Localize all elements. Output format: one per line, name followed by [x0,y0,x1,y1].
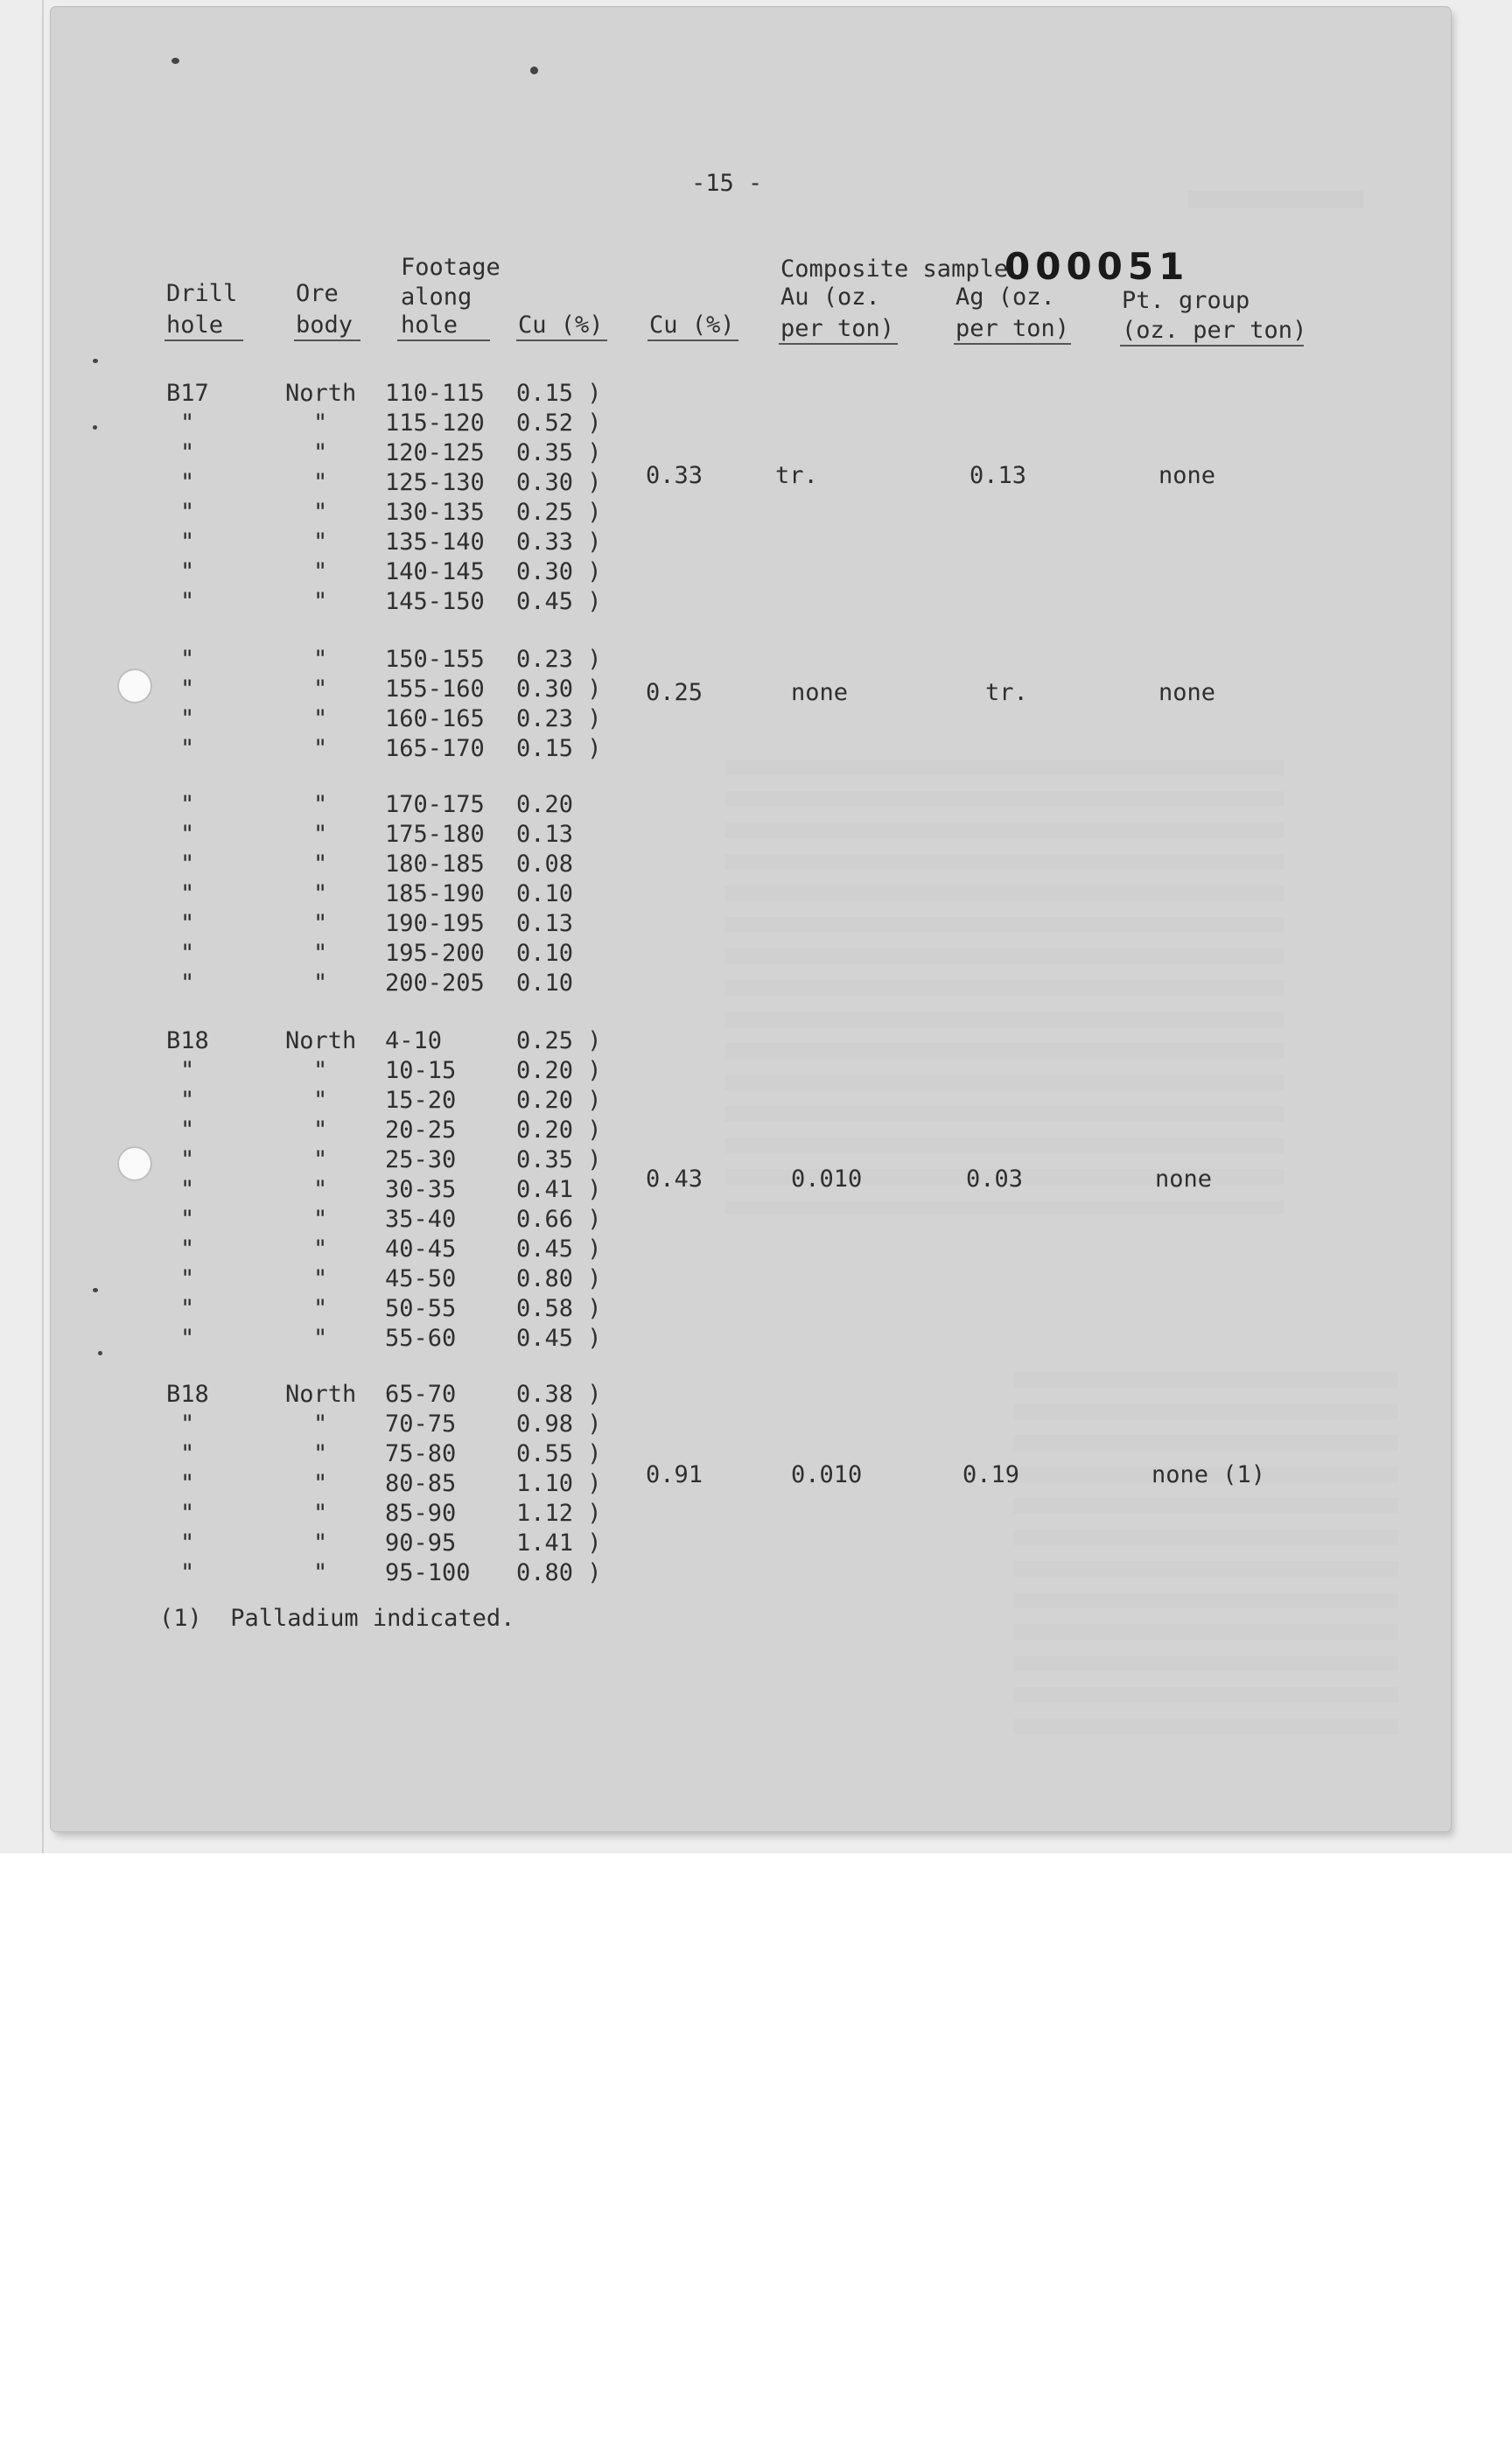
cu-percent-cell: 0.08 [516,850,574,878]
ore-body-cell: " [313,1206,328,1233]
header-ore-line2: body [296,312,354,339]
footage-cell: 200-205 [385,970,485,997]
cu-percent-cell: 0.20 ) [516,1116,602,1144]
footage-cell: 150-155 [385,646,485,673]
scan-speck [98,1351,102,1355]
cu-percent-cell: 0.10 [516,970,574,997]
header-drill-line1: Drill [166,280,238,307]
header-cu: Cu (%) [518,312,604,339]
footage-cell: 90-95 [385,1530,457,1557]
drill-hole-cell: " [180,676,195,703]
cu-percent-cell: 0.45 ) [516,1325,602,1352]
ore-body-cell: " [313,850,328,878]
cu-percent-cell: 0.23 ) [516,646,602,673]
footage-cell: 35-40 [385,1206,457,1233]
binder-hole [117,668,152,704]
cu-percent-cell: 0.45 ) [516,588,602,615]
composite-pt-cell: none [1158,679,1216,706]
footage-cell: 15-20 [385,1087,457,1114]
footage-cell: 50-55 [385,1295,457,1322]
drill-hole-cell: " [180,1500,195,1527]
cu-percent-cell: 0.30 ) [516,558,602,585]
drill-hole-cell: " [180,821,195,848]
footage-cell: 20-25 [385,1116,457,1144]
header-footage-line1: Footage [401,254,500,281]
drill-hole-cell: B18 [166,1027,209,1054]
ore-body-cell: " [313,910,328,937]
ore-body-cell: " [313,1410,328,1438]
header-ag-line2: per ton) [956,315,1070,342]
drill-hole-cell: " [180,499,195,526]
composite-au-cell: 0.010 [791,1461,863,1488]
header-au-line2: per ton) [780,315,895,342]
header-underline [294,340,360,341]
cu-percent-cell: 0.20 ) [516,1087,602,1114]
cu-percent-cell: 0.58 ) [516,1295,602,1322]
composite-ag-cell: tr. [985,679,1028,706]
ore-body-cell: " [313,1470,328,1497]
drill-hole-cell: " [180,1410,195,1438]
scan-speck [93,1288,98,1292]
drill-hole-cell: " [180,940,195,967]
footage-cell: 80-85 [385,1470,457,1497]
drill-hole-cell: " [180,528,195,556]
cu-percent-cell: 1.12 ) [516,1500,602,1527]
scan-speck [172,58,179,64]
header-pt-line1: Pt. group [1122,287,1250,314]
cu-percent-cell: 0.15 ) [516,735,602,762]
drill-hole-cell: " [180,1325,195,1352]
bleed-through-block [724,760,1284,1214]
ore-body-cell: " [313,1325,328,1352]
bleed-through-block [1013,1372,1398,1740]
footage-cell: 120-125 [385,439,485,466]
header-drill-line2: hole [166,312,224,339]
footage-cell: 160-165 [385,705,485,732]
footage-cell: 165-170 [385,735,485,762]
ore-body-cell: " [313,499,328,526]
cu-percent-cell: 0.80 ) [516,1559,602,1586]
drill-hole-cell: " [180,1295,195,1322]
footage-cell: 145-150 [385,588,485,615]
drill-hole-cell: " [180,910,195,937]
drill-hole-cell: " [180,1530,195,1557]
cu-percent-cell: 0.55 ) [516,1440,602,1467]
cu-percent-cell: 0.98 ) [516,1410,602,1438]
cu-percent-cell: 0.25 ) [516,1027,602,1054]
ore-body-cell: " [313,1057,328,1084]
cu-percent-cell: 0.35 ) [516,1146,602,1173]
drill-hole-cell: " [180,1116,195,1144]
cu-percent-cell: 0.13 [516,910,574,937]
drill-hole-cell: " [180,1146,195,1173]
ore-body-cell: " [313,439,328,466]
cu-percent-cell: 0.30 ) [516,676,602,703]
header-composite-title: Composite sample [780,256,1009,283]
header-au-line1: Au (oz. [780,284,880,311]
cu-percent-cell: 0.41 ) [516,1176,602,1203]
ore-body-cell: " [313,1530,328,1557]
ore-body-cell: " [313,940,328,967]
header-footage-line3: hole [401,312,458,339]
footnote: (1) Palladium indicated. [159,1605,515,1632]
footage-cell: 40-45 [385,1236,457,1263]
cu-percent-cell: 0.10 [516,880,574,907]
header-underline [516,340,607,341]
scan-speck [93,359,98,363]
header-underline [164,340,243,341]
composite-ag-cell: 0.03 [966,1166,1024,1193]
cu-percent-cell: 0.20 [516,791,574,818]
drill-hole-cell: " [180,1206,195,1233]
footage-cell: 125-130 [385,469,485,496]
cu-percent-cell: 0.66 ) [516,1206,602,1233]
cu-percent-cell: 0.80 ) [516,1265,602,1292]
drill-hole-cell: B18 [166,1381,209,1408]
drill-hole-cell: " [180,850,195,878]
footage-cell: 55-60 [385,1325,457,1352]
ore-body-cell: " [313,1295,328,1322]
drill-hole-cell: " [180,469,195,496]
footage-cell: 155-160 [385,676,485,703]
drill-hole-cell: " [180,439,195,466]
composite-au-cell: tr. [775,462,818,489]
drill-hole-cell: " [180,1176,195,1203]
footage-cell: 180-185 [385,850,485,878]
header-ag-line1: Ag (oz. [956,284,1055,311]
footage-cell: 170-175 [385,791,485,818]
ore-body-cell: " [313,735,328,762]
drill-hole-cell: " [180,1057,195,1084]
scan-speck [530,66,538,74]
ore-body-cell: " [313,676,328,703]
ore-body-cell: " [313,588,328,615]
ore-body-cell: " [313,791,328,818]
page-number: -15 - [691,170,763,197]
ore-body-cell: " [313,1500,328,1527]
drill-hole-cell: " [180,1440,195,1467]
footage-cell: 85-90 [385,1500,457,1527]
ore-body-cell: " [313,1265,328,1292]
ore-body-cell: North [285,380,357,407]
composite-ag-cell: 0.19 [962,1461,1020,1488]
cu-percent-cell: 0.10 [516,940,574,967]
ore-body-cell: " [313,1176,328,1203]
footage-cell: 10-15 [385,1057,457,1084]
ore-body-cell: " [313,528,328,556]
footage-cell: 65-70 [385,1381,457,1408]
drill-hole-cell: " [180,705,195,732]
footage-cell: 175-180 [385,821,485,848]
cu-percent-cell: 0.15 ) [516,380,602,407]
ore-body-cell: " [313,1116,328,1144]
footage-cell: 115-120 [385,410,485,437]
document-stamp-number: 000051 [1004,245,1190,288]
ore-body-cell: " [313,1236,328,1263]
drill-hole-cell: " [180,1087,195,1114]
scan-edge-line [42,0,44,1853]
drill-hole-cell: " [180,558,195,585]
drill-hole-cell: " [180,1236,195,1263]
binder-hole [117,1146,152,1181]
ore-body-cell: " [313,970,328,997]
ore-body-cell: " [313,705,328,732]
footage-cell: 140-145 [385,558,485,585]
footage-cell: 4-10 [385,1027,443,1054]
header-composite-cu: Cu (%) [649,312,735,339]
drill-hole-cell: " [180,1470,195,1497]
ore-body-cell: " [313,1146,328,1173]
bleed-through-block [1188,191,1363,208]
footage-cell: 135-140 [385,528,485,556]
footage-cell: 195-200 [385,940,485,967]
drill-hole-cell: " [180,791,195,818]
drill-hole-cell: " [180,588,195,615]
cu-percent-cell: 0.38 ) [516,1381,602,1408]
cu-percent-cell: 0.52 ) [516,410,602,437]
composite-au-cell: none [791,679,849,706]
drill-hole-cell: " [180,880,195,907]
cu-percent-cell: 1.10 ) [516,1470,602,1497]
footage-cell: 45-50 [385,1265,457,1292]
composite-au-cell: 0.010 [791,1166,863,1193]
composite-cu-cell: 0.33 [646,462,704,489]
header-underline [397,340,490,341]
cu-percent-cell: 0.13 [516,821,574,848]
composite-ag-cell: 0.13 [970,462,1027,489]
drill-hole-cell: " [180,1265,195,1292]
footage-cell: 75-80 [385,1440,457,1467]
cu-percent-cell: 0.33 ) [516,528,602,556]
cu-percent-cell: 0.30 ) [516,469,602,496]
ore-body-cell: North [285,1027,357,1054]
footage-cell: 110-115 [385,380,485,407]
composite-pt-cell: none [1158,462,1216,489]
header-underline [648,340,738,341]
header-underline [779,343,898,345]
cu-percent-cell: 0.45 ) [516,1236,602,1263]
composite-pt-cell: none (1) [1152,1461,1266,1488]
cu-percent-cell: 0.20 ) [516,1057,602,1084]
header-underline [1120,345,1304,346]
ore-body-cell: " [313,646,328,673]
ore-body-cell: " [313,1087,328,1114]
cu-percent-cell: 0.35 ) [516,439,602,466]
ore-body-cell: " [313,558,328,585]
footage-cell: 70-75 [385,1410,457,1438]
footage-cell: 190-195 [385,910,485,937]
header-pt-line2: (oz. per ton) [1122,317,1307,344]
ore-body-cell: " [313,821,328,848]
drill-hole-cell: " [180,735,195,762]
drill-hole-cell: " [180,970,195,997]
drill-hole-cell: B17 [166,380,209,407]
composite-pt-cell: none [1155,1166,1213,1193]
drill-hole-cell: " [180,410,195,437]
ore-body-cell: " [313,410,328,437]
ore-body-cell: " [313,1559,328,1586]
header-footage-line2: along [401,284,472,311]
footage-cell: 95-100 [385,1559,471,1586]
cu-percent-cell: 1.41 ) [516,1530,602,1557]
header-underline [954,343,1071,345]
cu-percent-cell: 0.25 ) [516,499,602,526]
scan-speck [93,425,97,430]
cu-percent-cell: 0.23 ) [516,705,602,732]
ore-body-cell: " [313,1440,328,1467]
composite-cu-cell: 0.91 [646,1461,704,1488]
ore-body-cell: " [313,469,328,496]
ore-body-cell: " [313,880,328,907]
document-page [51,7,1451,1831]
footage-cell: 25-30 [385,1146,457,1173]
drill-hole-cell: " [180,646,195,673]
header-ore-line1: Ore [296,280,339,307]
ore-body-cell: North [285,1381,357,1408]
footage-cell: 30-35 [385,1176,457,1203]
composite-cu-cell: 0.43 [646,1166,704,1193]
footage-cell: 185-190 [385,880,485,907]
footage-cell: 130-135 [385,499,485,526]
drill-hole-cell: " [180,1559,195,1586]
composite-cu-cell: 0.25 [646,679,704,706]
